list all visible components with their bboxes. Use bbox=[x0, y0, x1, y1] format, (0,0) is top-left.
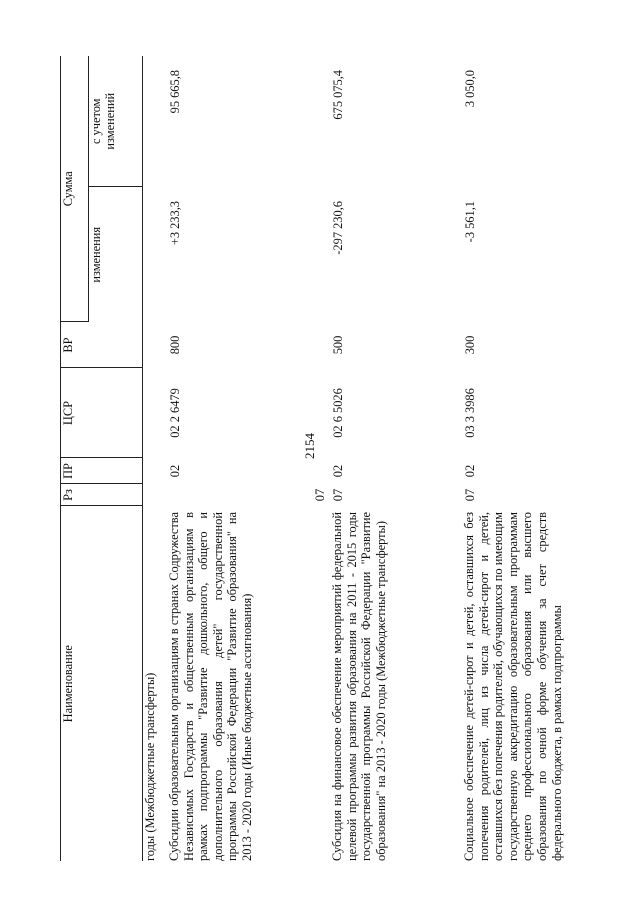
row-pr: 02 bbox=[463, 464, 477, 478]
header-vr: ВР bbox=[61, 322, 143, 368]
row-rz: 07 bbox=[313, 488, 327, 502]
row-csr: 02 6 5026 bbox=[331, 388, 345, 438]
continuation-text: годы (Межбюджетные трансферты) bbox=[143, 672, 157, 861]
row-rz: 07 bbox=[331, 488, 345, 502]
row-name: Субсидия на финансовое обеспечение мероприятий федеральной целевой программы развития образования на 2011 - 2015 годы государственной программы Российской Федерации "Развитие образования" на 2013 - 2020 годы (Межбюджетные трансферты) bbox=[330, 512, 388, 861]
table-row bbox=[165, 56, 328, 861]
row-with-change: 675 075,4 bbox=[331, 70, 345, 120]
row-rz: 07 bbox=[463, 488, 477, 502]
row-name: Субсидии образовательным организациям в странах Содружества Независимых Государств и общественным организациям в рамках подпрограммы "Развитие дошкольного, общего и дополнительного образования детей" государственной программы Российской Федерации "Развитие образования" на 2013 - 2020 годы (Иные бюджетные ассигнования) bbox=[167, 512, 254, 861]
row-pr: 02 bbox=[168, 464, 182, 478]
table-row bbox=[328, 56, 460, 861]
row-with-change: 3 050,0 bbox=[463, 70, 477, 108]
row-change: -3 561,1 bbox=[463, 201, 477, 243]
row-csr: 02 2 6479 bbox=[168, 388, 182, 438]
header-name: Наименование bbox=[61, 506, 143, 861]
budget-table bbox=[60, 56, 630, 861]
row-with-change: 95 665,8 bbox=[168, 70, 182, 114]
rotated-page bbox=[60, 56, 630, 861]
header-with-change bbox=[89, 56, 143, 187]
row-change: -297 230,6 bbox=[331, 201, 345, 255]
row-change: +3 233,3 bbox=[168, 201, 182, 246]
header-csr: ЦСР bbox=[61, 368, 143, 458]
row-vr: 800 bbox=[168, 335, 182, 355]
header-rz: Рз bbox=[61, 484, 143, 506]
header-sum: Сумма bbox=[61, 56, 89, 322]
header-with-change-text: с учетом изменений bbox=[89, 92, 117, 150]
row-pr: 02 bbox=[331, 464, 345, 478]
header-pr: ПР bbox=[61, 458, 143, 484]
row-name: Социальное обеспечение детей-сирот и детей, оставшихся без попечения родителей, лиц из числа детей-сирот и детей, оставшихся без попечения родителей, обучающихся по имеющим государственную аккредитацию образовательным программам среднего профессионального образования или высшего образования по очной форме обучения за счет средств федерального бюджета, в рамках подпрограммы bbox=[462, 512, 564, 861]
row-csr: 03 3 3986 bbox=[463, 388, 477, 438]
continuation-row bbox=[143, 56, 166, 861]
header-change: изменения bbox=[89, 187, 143, 322]
row-vr: 300 bbox=[463, 335, 477, 355]
row-vr: 500 bbox=[331, 335, 345, 355]
page-number: 2154 bbox=[302, 433, 317, 459]
table-row bbox=[460, 56, 630, 861]
